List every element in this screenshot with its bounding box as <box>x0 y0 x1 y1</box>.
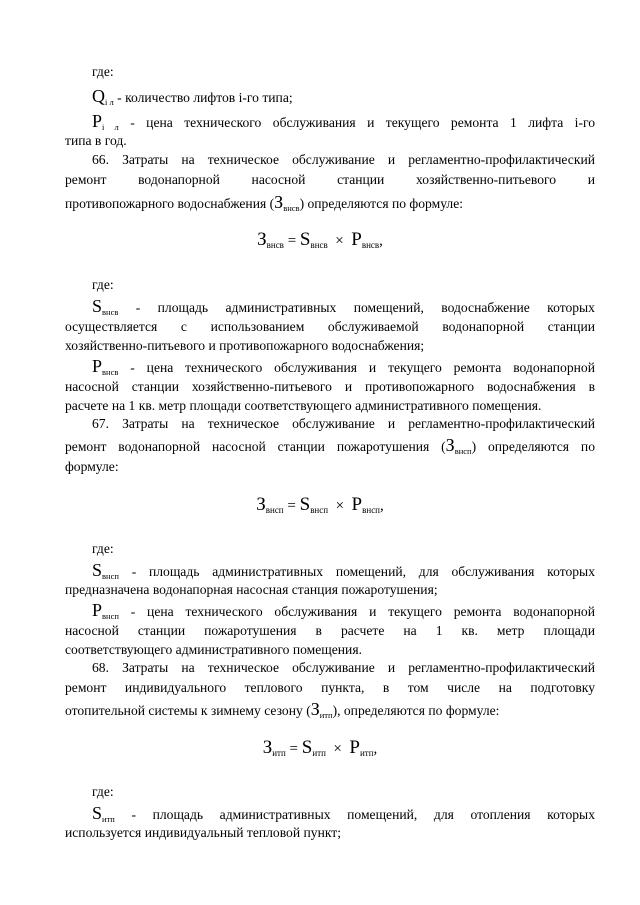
symbol-p-67: P <box>92 600 103 620</box>
formula-68-s-subscript: итп <box>312 748 326 758</box>
symbol-q: Q <box>92 86 105 106</box>
formula-68 <box>0 737 640 759</box>
formula-66-end: , <box>379 233 383 249</box>
where-label: где: <box>92 64 114 79</box>
formula-66-lhs-symbol: З <box>257 229 267 250</box>
formula-67-equals: = <box>287 498 296 514</box>
p66-line3: расчете на 1 кв. метр площади соответствующего административного помещения. <box>65 398 542 413</box>
subscript-p-66: внсв <box>102 367 119 377</box>
formula-66-s-symbol: S <box>299 229 311 250</box>
item-66-line3-text-a: противопожарного водоснабжения ( <box>65 196 275 211</box>
formula-67-lhs-subscript: внсп <box>265 505 284 515</box>
symbol-p-66: P <box>92 356 103 376</box>
symbol-s-66: S <box>92 296 103 316</box>
p66-text-line1: - цена технического обслуживания и текущего ремонта водонапорной <box>130 360 595 375</box>
p67-text-line1: - цена технического обслуживания и текущего ремонта водонапорной <box>130 604 595 619</box>
formula-66-equals: = <box>287 233 297 249</box>
formula-68-p-symbol: P <box>349 737 360 758</box>
p67-line3: соответствующего административного помещения. <box>65 642 362 657</box>
definition-p-lifts-line2: типа в год. <box>65 133 127 148</box>
formula-68-p-subscript: итп <box>359 748 374 758</box>
s67-line2: предназначена водонапорная насосная станция пожаротушения; <box>65 582 438 597</box>
subscript-s-67: внсп <box>102 571 119 581</box>
subscript-q: i л <box>105 97 114 107</box>
formula-67 <box>0 494 640 516</box>
item-66-line2: ремонт водонапорной насосной станции хозяйственно-питьевого и <box>65 172 595 187</box>
symbol-s-67: S <box>92 560 103 580</box>
formula-68-lhs-subscript: итп <box>272 748 286 758</box>
formula-67-times: × <box>335 498 345 514</box>
where-label-67: где: <box>92 541 114 556</box>
item-67-line3: формуле: <box>65 459 119 474</box>
s68-text-line1: - площадь административных помещений, для отопления которых <box>131 807 595 822</box>
item-67-line1: 67. Затраты на техническое обслуживание и регламентно-профилактический <box>92 416 595 431</box>
p67-line2: насосной станции пожаротушения в расчете на 1 кв. метр площади <box>65 623 595 638</box>
symbol-z-68: З <box>310 699 320 719</box>
symbol-s-68: S <box>92 803 103 823</box>
formula-66-p-subscript: внсв <box>361 240 380 250</box>
where-label-66: где: <box>92 277 114 292</box>
item-68-line3 <box>65 699 595 725</box>
item-68-line1: 68. Затраты на техническое обслуживание и регламентно-профилактический <box>92 660 595 675</box>
formula-67-lhs-symbol: З <box>256 494 266 515</box>
definition-q-lifts <box>92 86 592 112</box>
where-label-68: где: <box>92 784 114 799</box>
subscript-p: i л <box>102 122 119 132</box>
subscript-z-67: внсп <box>454 446 472 456</box>
s67-text-line1: - площадь административных помещений, для обслуживания которых <box>131 564 595 579</box>
formula-67-s-symbol: S <box>299 494 311 515</box>
formula-66 <box>0 229 640 251</box>
formula-68-times: × <box>333 741 342 757</box>
item-68-line3-text-b: ), определяются по формуле: <box>332 703 500 718</box>
subscript-z-66: внсв <box>283 203 300 213</box>
item-68-line3-text-a: отопительной системы к зимнему сезону ( <box>65 703 311 718</box>
formula-66-lhs-subscript: внсв <box>266 240 284 250</box>
subscript-s-66: внсв <box>102 307 119 317</box>
item-66-line3-text-b: ) определяются по формуле: <box>299 196 464 211</box>
s66-line2: осуществляется с использованием обслуживаемой водонапорной станции <box>65 319 595 334</box>
formula-68-lhs-symbol: З <box>262 737 273 758</box>
formula-68-end: , <box>373 741 378 757</box>
item-66-line3 <box>65 192 595 218</box>
formula-67-p-symbol: P <box>351 494 363 515</box>
formula-66-p-symbol: P <box>351 229 362 250</box>
formula-66-s-subscript: внсв <box>310 240 328 250</box>
subscript-z-68: итп <box>319 710 333 720</box>
formula-68-s-symbol: S <box>301 737 313 758</box>
s68-line2: используется индивидуальный тепловой пункт; <box>65 825 342 840</box>
s66-line3: хозяйственно-питьевого и противопожарного водоснабжения; <box>65 338 425 353</box>
symbol-z-67: З <box>445 435 455 455</box>
p66-line2: насосной станции хозяйственно-питьевого и противопожарного водоснабжения в <box>65 379 595 394</box>
formula-68-equals: = <box>289 741 299 757</box>
q-description: - количество лифтов i-го типа; <box>117 90 293 105</box>
item-66-line1: 66. Затраты на техническое обслуживание и регламентно-профилактический <box>92 152 595 167</box>
subscript-p-67: внсп <box>102 611 119 621</box>
formula-67-s-subscript: внсп <box>310 505 329 515</box>
symbol-p: P <box>92 111 103 131</box>
item-68-line2: ремонт индивидуального теплового пункта, в том числе на подготовку <box>65 680 595 695</box>
symbol-z: З <box>274 192 284 212</box>
formula-67-end: , <box>380 498 384 514</box>
formula-66-times: × <box>335 233 344 249</box>
item-67-line2-text-b: ) определяются по <box>471 439 595 454</box>
subscript-s-68: итп <box>102 814 115 824</box>
s66-text-line1: - площадь административных помещений, водоснабжение которых <box>135 300 595 315</box>
p-description-line1: - цена технического обслуживания и текущего ремонта 1 лифта i-го <box>130 115 595 130</box>
formula-67-p-subscript: внсп <box>362 505 381 515</box>
item-67-line2-text-a: ремонт водонапорной насосной станции пожаротушения ( <box>65 439 446 454</box>
